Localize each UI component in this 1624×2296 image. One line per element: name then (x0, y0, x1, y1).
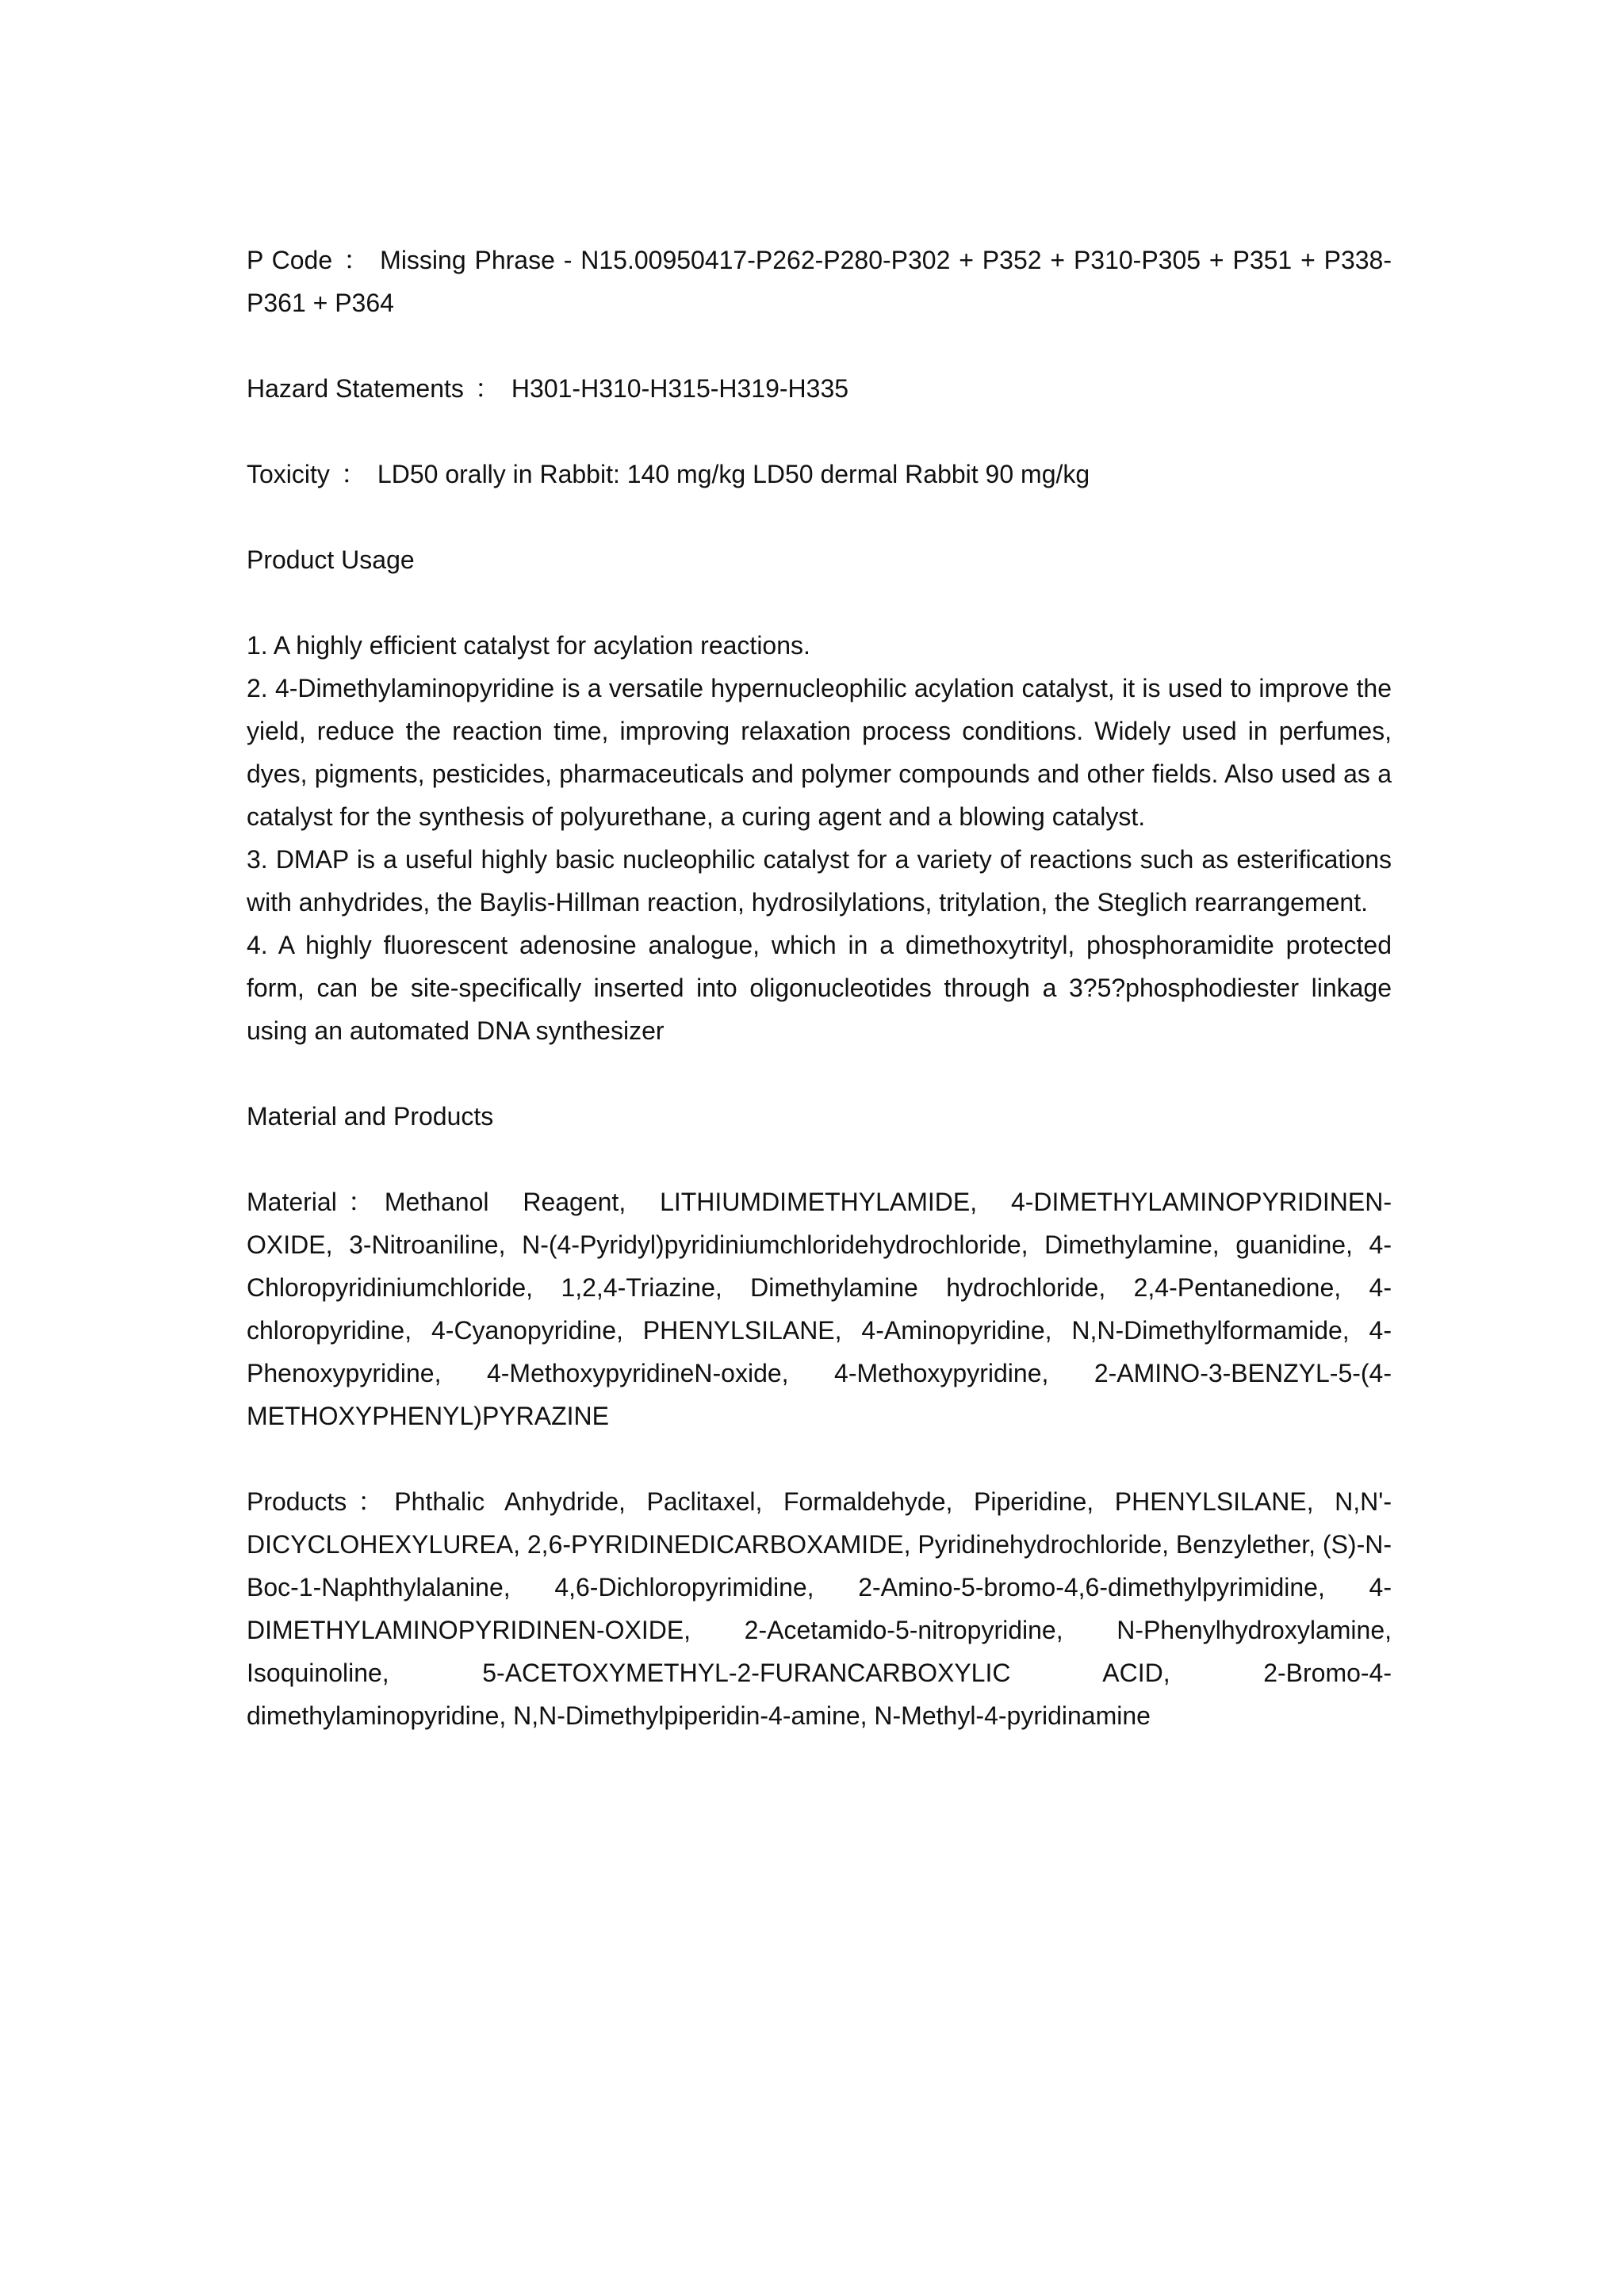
usage-item-4: 4. A highly fluorescent adenosine analogue, which in a dimethoxytrityl, phosphoramidite protected form, can be site-specifically inserted into oligonucleotides through a 3?5?phosphodiester linkage using an automated DNA synthesizer (247, 931, 1392, 1045)
material-and-products-heading: Material and Products (247, 1102, 494, 1131)
hazard-statements-value: H301-H310-H315-H319-H335 (511, 374, 849, 403)
toxicity-label: Toxicity (247, 460, 330, 488)
p-code-separator: ： (343, 246, 370, 274)
hazard-statements-separator: ： (474, 374, 500, 403)
toxicity-paragraph (247, 453, 1392, 496)
toxicity-value: LD50 orally in Rabbit: 140 mg/kg LD50 dermal Rabbit 90 mg/kg (377, 460, 1090, 488)
products-paragraph (247, 1480, 1392, 1737)
document-page (247, 239, 1392, 1780)
products-label: Products (247, 1487, 347, 1516)
products-separator: ： (358, 1487, 384, 1516)
section-gap (247, 1052, 1392, 1095)
usage-item-3: 3. DMAP is a useful highly basic nucleophilic catalyst for a variety of reactions such as esterifications with anhydrides, the Baylis-Hillman reaction, hydrosilylations, tritylation, the Steglich rearrangement. (247, 845, 1392, 916)
p-code-label: P Code (247, 246, 333, 274)
material-separator: ： (347, 1188, 373, 1216)
material-label: Material (247, 1188, 337, 1216)
material-paragraph (247, 1181, 1392, 1437)
p-code-paragraph (247, 239, 1392, 324)
p-code-value: Missing Phrase - N15.00950417-P262-P280-P302 + P352 + P310-P305 + P351 + P338-P361 + P364 (247, 246, 1392, 317)
usage-item-1: 1. A highly efficient catalyst for acylation reactions. (247, 631, 810, 660)
hazard-statements-label: Hazard Statements (247, 374, 464, 403)
products-value: Phthalic Anhydride, Paclitaxel, Formaldehyde, Piperidine, PHENYLSILANE, N,N'-DICYCLOHEXYLUREA, 2,6-PYRIDINEDICARBOXAMIDE, Pyridinehydrochloride, Benzylether, (S)-N-Boc-1-Naphthylalanine, 4,6-Dichloropyrimidine, 2-Amino-5-bromo-4,6-dimethylpyrimidine, 4-DIMETHYLAMINOPYRIDINEN-OXIDE, 2-Acetamido-5-nitropyridine, N-Phenylhydroxylamine, Isoquinoline, 5-ACETOXYMETHYL-2-FURANCARBOXYLIC ACID, 2-Bromo-4-dimethylaminopyridine, N,N-Dimethylpiperidin-4-amine, N-Methyl-4-pyridinamine (247, 1487, 1392, 1730)
material-value: Methanol Reagent, LITHIUMDIMETHYLAMIDE, 4-DIMETHYLAMINOPYRIDINEN-OXIDE, 3-Nitroaniline, N-(4-Pyridyl)pyridiniumchloridehydrochloride, Dimethylamine, guanidine, 4-Chloropyridiniumchloride, 1,2,4-Triazine, Dimethylamine hydrochloride, 2,4-Pentanedione, 4-chloropyridine, 4-Cyanopyridine, PHENYLSILANE, 4-Aminopyridine, N,N-Dimethylformamide, 4-Phenoxypyridine, 4-MethoxypyridineN-oxide, 4-Methoxypyridine, 2-AMINO-3-BENZYL-5-(4-METHOXYPHENYL)PYRAZINE (247, 1188, 1392, 1430)
usage-item-2: 2. 4-Dimethylaminopyridine is a versatile hypernucleophilic acylation catalyst, it is used to improve the yield, reduce the reaction time, improving relaxation process conditions. Widely used in perfumes, dyes, pigments, pesticides, pharmaceuticals and polymer compounds and other fields. Also used as a catalyst for the synthesis of polyurethane, a curing agent and a blowing catalyst. (247, 674, 1392, 831)
hazard-statements-paragraph (247, 367, 1392, 410)
product-usage-list (247, 624, 1392, 1052)
toxicity-separator: ： (340, 460, 366, 488)
product-usage-heading: Product Usage (247, 545, 415, 574)
